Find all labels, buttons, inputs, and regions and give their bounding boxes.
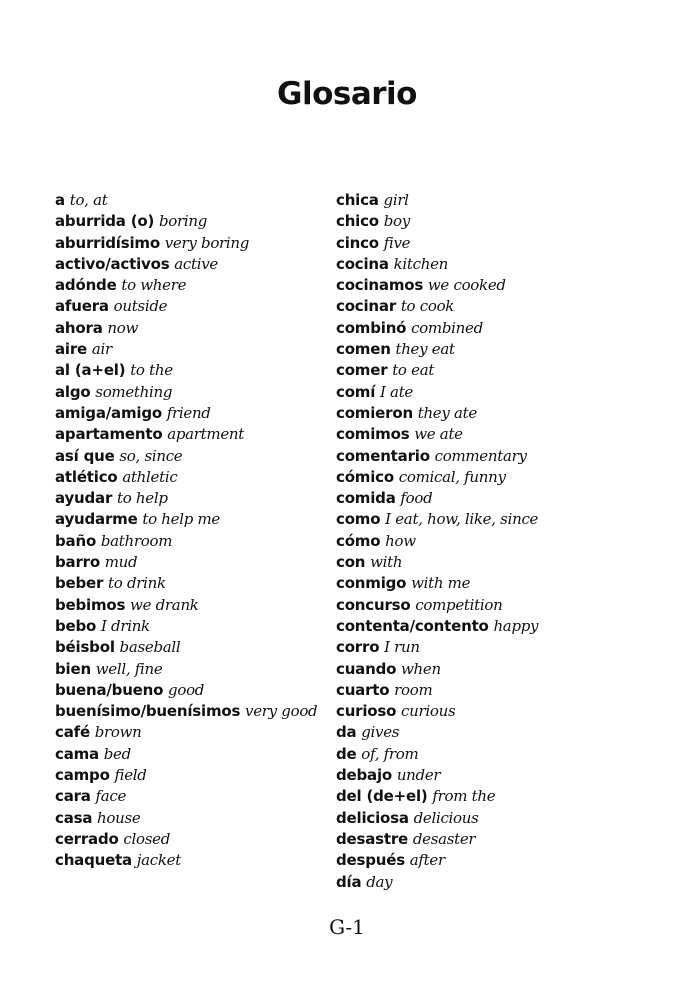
glossary-definition: now xyxy=(107,318,139,337)
page-title: Glosario xyxy=(277,76,417,112)
glossary-entry xyxy=(336,552,636,573)
glossary-entry xyxy=(55,573,355,594)
glossary-definition: commentary xyxy=(434,446,527,465)
glossary-entry xyxy=(55,765,355,786)
glossary-term: béisbol xyxy=(55,638,115,657)
glossary-definition: mud xyxy=(104,553,138,572)
glossary-entry xyxy=(55,446,355,467)
glossary-entry xyxy=(336,467,636,488)
glossary-term: aire xyxy=(55,340,88,359)
glossary-definition: competition xyxy=(415,595,503,614)
glossary-definition: to, at xyxy=(69,191,108,209)
glossary-entry xyxy=(336,829,636,850)
glossary-term: deliciosa xyxy=(336,808,409,827)
glossary-term: chaqueta xyxy=(55,851,132,870)
glossary-term: beber xyxy=(55,574,104,593)
glossary-definition: kitchen xyxy=(393,254,449,273)
glossary-definition: air xyxy=(91,340,112,359)
glossary-entry xyxy=(336,850,636,871)
glossary-definition: after xyxy=(409,851,445,870)
glossary-term: ayudarme xyxy=(55,510,138,529)
glossary-definition: boring xyxy=(158,212,208,231)
glossary-term: cómico xyxy=(336,467,394,486)
glossary-term: corro xyxy=(336,638,380,657)
glossary-entry xyxy=(336,275,636,296)
glossary-entry xyxy=(336,403,636,424)
glossary-definition: happy xyxy=(493,616,539,635)
glossary-definition: to help xyxy=(116,489,168,508)
glossary-definition: comical, funny xyxy=(398,467,506,486)
glossary-entry xyxy=(55,595,355,616)
glossary-entry xyxy=(55,190,355,211)
glossary-entry xyxy=(55,808,355,829)
glossary-entry xyxy=(55,211,355,232)
glossary-entry xyxy=(55,296,355,317)
glossary-definition: athletic xyxy=(122,467,178,486)
glossary-definition: delicious xyxy=(413,808,479,827)
glossary-term: contenta/contento xyxy=(336,616,489,635)
glossary-definition: we cooked xyxy=(427,276,506,295)
glossary-term: casa xyxy=(55,808,93,827)
glossary-definition: desaster xyxy=(412,829,476,848)
glossary-term: comida xyxy=(336,489,396,508)
page-number: G-1 xyxy=(329,915,365,939)
glossary-term: conmigo xyxy=(336,574,407,593)
glossary-entry xyxy=(336,744,636,765)
glossary-definition: girl xyxy=(383,191,409,209)
glossary-entry xyxy=(336,424,636,445)
glossary-term: barro xyxy=(55,553,100,572)
glossary-entry xyxy=(336,680,636,701)
glossary-term: cerrado xyxy=(55,829,119,848)
glossary-term: cocina xyxy=(336,254,389,273)
glossary-definition: gives xyxy=(361,723,400,742)
glossary-term: amiga/amigo xyxy=(55,403,162,422)
glossary-term: baño xyxy=(55,531,97,550)
glossary-entry xyxy=(336,254,636,275)
glossary-definition: so, since xyxy=(119,446,183,465)
glossary-definition: very boring xyxy=(164,233,250,252)
glossary-term: cocinamos xyxy=(336,276,424,295)
glossary-term: cocinar xyxy=(336,297,397,316)
glossary-entry xyxy=(55,488,355,509)
glossary-entry xyxy=(55,637,355,658)
glossary-term: desastre xyxy=(336,829,409,848)
glossary-definition: field xyxy=(114,766,147,785)
glossary-entry xyxy=(55,509,355,530)
glossary-definition: they eat xyxy=(395,340,455,359)
glossary-definition: house xyxy=(97,808,141,827)
glossary-term: comimos xyxy=(336,425,410,444)
glossary-definition: baseball xyxy=(119,638,181,657)
glossary-definition: brown xyxy=(94,723,142,742)
glossary-definition: closed xyxy=(123,829,171,848)
glossary-entry xyxy=(55,722,355,743)
glossary-definition: with xyxy=(370,553,403,572)
glossary-entry xyxy=(336,808,636,829)
glossary-definition: I run xyxy=(384,638,420,657)
glossary-column-right xyxy=(336,190,636,893)
glossary-term: al (a+el) xyxy=(55,361,126,380)
glossary-term: como xyxy=(336,510,381,529)
glossary-definition: to eat xyxy=(392,361,435,380)
glossary-definition: I drink xyxy=(100,616,150,635)
glossary-term: debajo xyxy=(336,766,393,785)
glossary-term: chica xyxy=(336,191,379,209)
glossary-definition: bathroom xyxy=(100,531,173,550)
glossary-definition: under xyxy=(396,766,441,785)
glossary-definition: boy xyxy=(383,212,410,231)
glossary-definition: day xyxy=(366,872,393,891)
glossary-column-left xyxy=(55,190,355,872)
glossary-entry xyxy=(55,659,355,680)
glossary-term: cama xyxy=(55,744,99,763)
glossary-term: apartamento xyxy=(55,425,163,444)
glossary-entry xyxy=(55,701,319,722)
glossary-term: ahora xyxy=(55,318,103,337)
glossary-term: cinco xyxy=(336,233,379,252)
glossary-term: algo xyxy=(55,382,91,401)
glossary-entry xyxy=(336,573,636,594)
glossary-definition: they ate xyxy=(417,403,477,422)
glossary-definition: when xyxy=(401,659,441,678)
glossary-entry xyxy=(336,446,636,467)
glossary-definition: to drink xyxy=(108,574,166,593)
glossary-entry xyxy=(336,509,636,530)
glossary-term: comieron xyxy=(336,403,413,422)
glossary-entry xyxy=(55,424,355,445)
glossary-entry xyxy=(55,275,355,296)
glossary-entry xyxy=(55,233,355,254)
glossary-entry xyxy=(336,233,636,254)
glossary-definition: with me xyxy=(411,574,471,593)
glossary-entry xyxy=(55,318,355,339)
glossary-term: café xyxy=(55,723,90,742)
glossary-definition: from the xyxy=(432,787,496,806)
glossary-term: comentario xyxy=(336,446,430,465)
glossary-definition: to the xyxy=(130,361,173,380)
glossary-term: aburrida (o) xyxy=(55,212,155,231)
glossary-entry xyxy=(336,637,636,658)
glossary-definition: face xyxy=(95,787,127,806)
glossary-term: comí xyxy=(336,382,376,401)
glossary-term: después xyxy=(336,851,405,870)
glossary-entry xyxy=(336,872,636,893)
glossary-entry xyxy=(336,318,636,339)
glossary-term: cuarto xyxy=(336,680,390,699)
glossary-term: curioso xyxy=(336,702,397,721)
glossary-entry xyxy=(336,765,636,786)
glossary-term: comer xyxy=(336,361,388,380)
glossary-definition: five xyxy=(383,233,411,252)
glossary-term: buena/bueno xyxy=(55,680,164,699)
glossary-definition: active xyxy=(174,254,218,273)
glossary-entry xyxy=(336,659,636,680)
glossary-definition: I ate xyxy=(379,382,413,401)
glossary-definition: curious xyxy=(401,702,456,721)
glossary-definition: something xyxy=(95,382,173,401)
glossary-entry xyxy=(336,382,636,403)
glossary-definition: to cook xyxy=(400,297,455,316)
glossary-definition: food xyxy=(400,489,433,508)
glossary-entry xyxy=(55,254,355,275)
glossary-definition: combined xyxy=(411,318,483,337)
glossary-definition: apartment xyxy=(167,425,244,444)
glossary-definition: we ate xyxy=(414,425,463,444)
glossary-term: aburridísimo xyxy=(55,233,160,252)
glossary-entry xyxy=(55,382,355,403)
glossary-entry xyxy=(336,296,636,317)
glossary-term: día xyxy=(336,872,362,891)
glossary-term: adónde xyxy=(55,276,117,295)
glossary-entry xyxy=(55,829,355,850)
glossary-entry xyxy=(336,339,636,360)
glossary-term: bebo xyxy=(55,616,97,635)
glossary-entry xyxy=(336,190,636,211)
glossary-entry xyxy=(55,467,355,488)
glossary-definition: well, fine xyxy=(95,659,163,678)
glossary-term: ayudar xyxy=(55,489,113,508)
glossary-entry xyxy=(55,339,355,360)
glossary-term: así que xyxy=(55,446,115,465)
glossary-entry xyxy=(336,701,636,722)
glossary-entry xyxy=(336,531,636,552)
glossary-entry xyxy=(336,211,636,232)
glossary-term: bien xyxy=(55,659,91,678)
glossary-entry xyxy=(336,722,636,743)
glossary-entry xyxy=(336,360,636,381)
glossary-entry xyxy=(55,680,355,701)
glossary-entry xyxy=(55,744,355,765)
glossary-definition: bed xyxy=(103,744,131,763)
glossary-term: atlético xyxy=(55,467,118,486)
glossary-definition: to help me xyxy=(142,510,220,529)
glossary-entry xyxy=(55,552,355,573)
glossary-definition: how xyxy=(385,531,416,550)
glossary-term: cara xyxy=(55,787,91,806)
glossary-definition: jacket xyxy=(136,851,181,870)
glossary-definition: good xyxy=(168,680,205,699)
glossary-entry xyxy=(55,403,355,424)
glossary-term: combinó xyxy=(336,318,407,337)
glossary-definition: outside xyxy=(113,297,168,316)
glossary-term: del (de+el) xyxy=(336,787,428,806)
glossary-entry xyxy=(336,488,636,509)
glossary-definition: of, from xyxy=(361,744,419,763)
glossary-definition: very good xyxy=(245,702,318,721)
glossary-entry xyxy=(55,360,355,381)
glossary-term: cuando xyxy=(336,659,397,678)
glossary-definition: to where xyxy=(121,276,187,295)
glossary-term: de xyxy=(336,744,357,763)
glossary-term: concurso xyxy=(336,595,411,614)
glossary-entry xyxy=(55,616,355,637)
glossary-term: afuera xyxy=(55,297,109,316)
glossary-term: chico xyxy=(336,212,379,231)
glossary-entry xyxy=(336,786,636,807)
glossary-definition: I eat, how, like, since xyxy=(385,510,539,529)
glossary-term: activo/activos xyxy=(55,254,170,273)
glossary-term: bebimos xyxy=(55,595,126,614)
glossary-term: a xyxy=(55,191,65,209)
glossary-entry xyxy=(336,616,636,637)
glossary-term: buenísimo/buenísimos xyxy=(55,702,241,721)
glossary-entry xyxy=(55,850,355,871)
glossary-entry xyxy=(55,786,355,807)
glossary-term: comen xyxy=(336,340,391,359)
glossary-definition: friend xyxy=(166,403,211,422)
glossary-entry xyxy=(55,531,355,552)
glossary-term: campo xyxy=(55,766,110,785)
glossary-term: cómo xyxy=(336,531,381,550)
glossary-definition: room xyxy=(394,680,433,699)
glossary-term: da xyxy=(336,723,357,742)
glossary-definition: we drank xyxy=(130,595,199,614)
glossary-term: con xyxy=(336,553,366,572)
glossary-entry xyxy=(336,595,636,616)
